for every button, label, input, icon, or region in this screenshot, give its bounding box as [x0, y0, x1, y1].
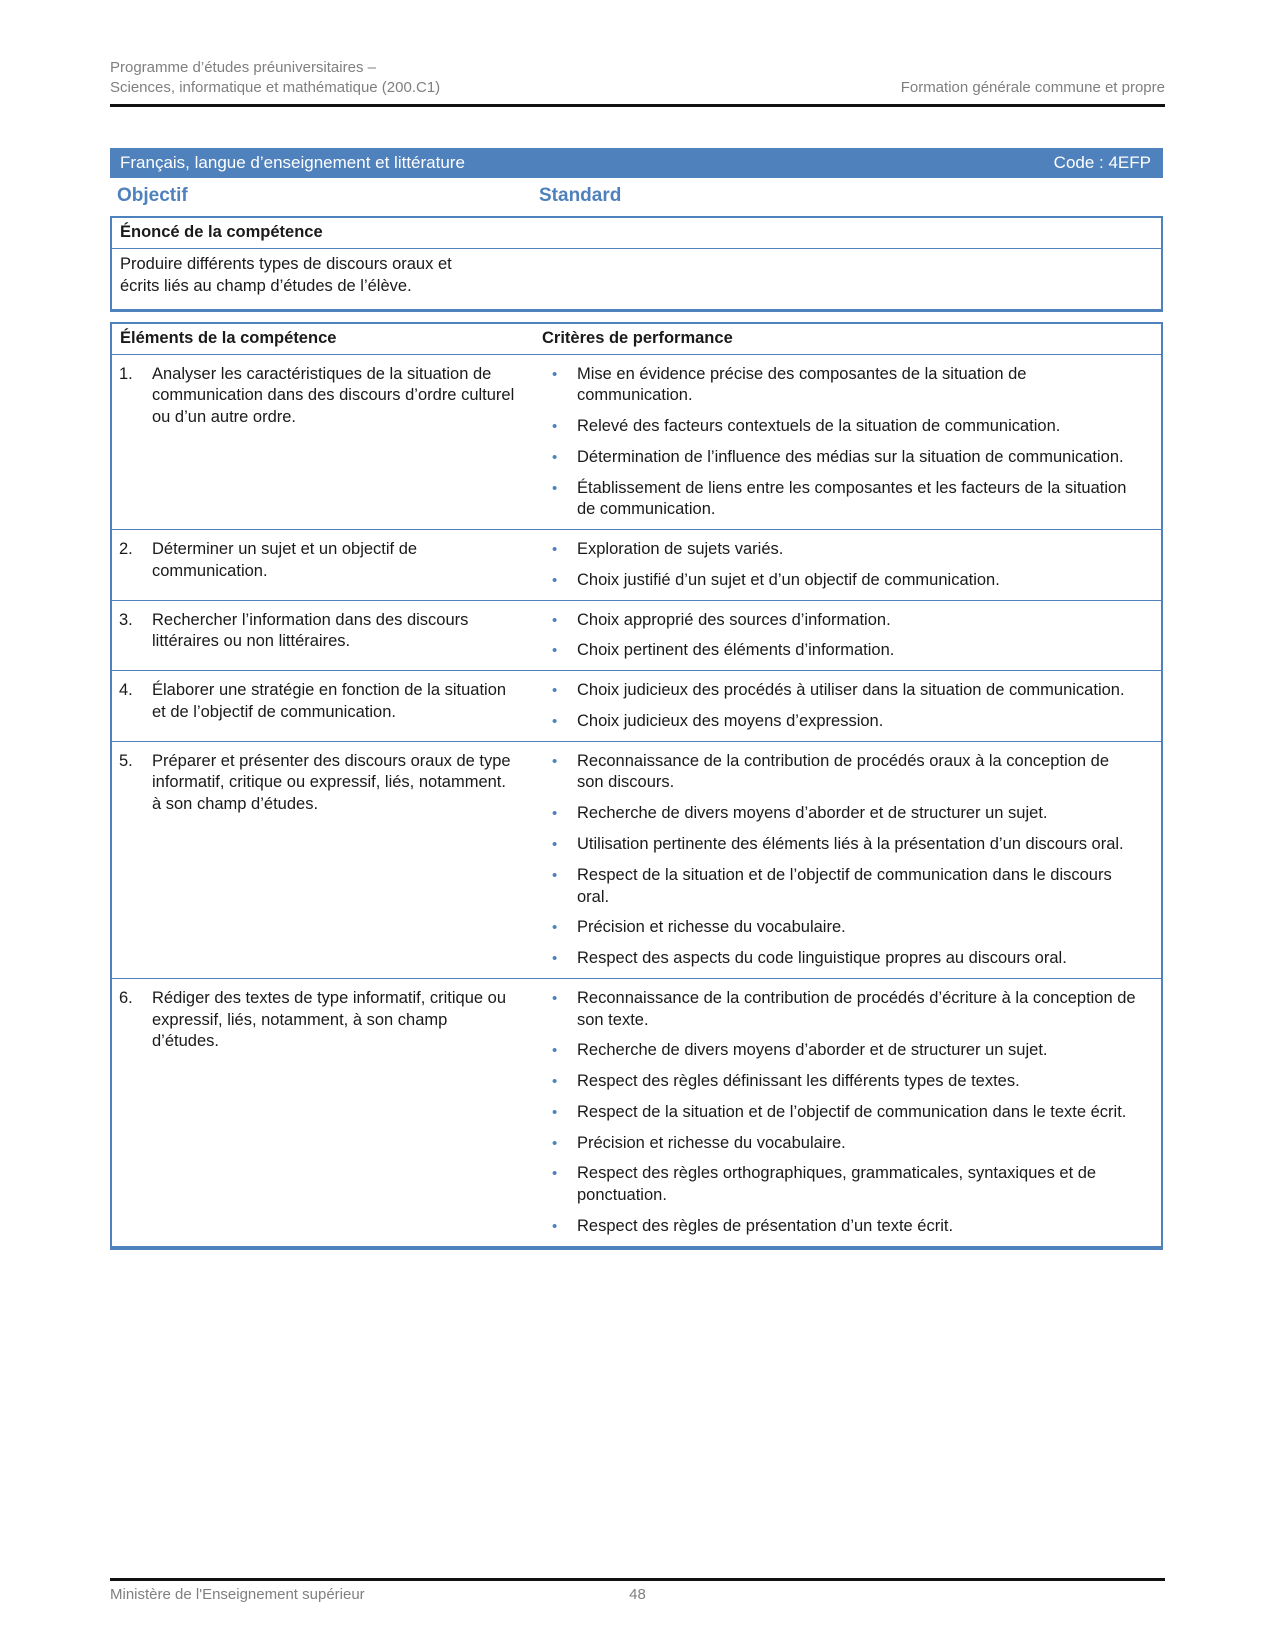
criteria-item: [534, 539, 1161, 561]
criteria-text: Respect des règles de présentation d’un texte écrit.: [577, 1216, 954, 1235]
bullet-icon: •: [552, 682, 558, 700]
bullet-icon: •: [552, 571, 558, 589]
bullet-icon: •: [552, 712, 558, 730]
element-number: 3.: [119, 610, 133, 629]
section-subheads: [110, 185, 1163, 207]
criteria-text: Relevé des facteurs contextuels de la situation de communication.: [577, 417, 1061, 436]
footer-ministry-label: Ministère de l'Enseignement supérieur: [110, 1586, 365, 1603]
criteria-item: [534, 917, 1161, 939]
element-text: Analyser les caractéristiques de la situation de communication dans des discours d’ordre culturel ou d’un autre ordre.: [152, 364, 515, 427]
criteria-text: Respect des règles définissant les différents types de textes.: [577, 1072, 1020, 1091]
criteria-text: Établissement de liens entre les composantes et les facteurs de la situation de communication.: [577, 478, 1127, 519]
course-title: Français, langue d’enseignement et littérature: [120, 153, 465, 172]
criteria-item: [534, 1040, 1161, 1062]
bullet-icon: •: [552, 541, 558, 559]
criteria-text: Respect des aspects du code linguistique propres au discours oral.: [577, 949, 1067, 968]
element-text: Préparer et présenter des discours oraux de type informatif, critique ou expressif, liés, notamment. à son champ d’études.: [152, 751, 511, 814]
criteria-text: Choix pertinent des éléments d’information.: [577, 641, 895, 660]
competence-row: [112, 741, 1161, 978]
objectif-heading: Objectif: [117, 185, 188, 206]
criteria-text: Mise en évidence précise des composantes de la situation de communication.: [577, 364, 1027, 405]
criteria-item: [534, 1102, 1161, 1124]
competence-table: [110, 322, 1163, 1250]
criteria-text: Choix justifié d’un sujet et d’un objectif de communication.: [577, 570, 1000, 589]
competence-table-header: [112, 324, 1161, 355]
criteria-item: [534, 711, 1161, 733]
criteria-text: Détermination de l’influence des médias sur la situation de communication.: [577, 447, 1124, 466]
bullet-icon: •: [552, 1073, 558, 1091]
criteria-text: Précision et richesse du vocabulaire.: [577, 918, 846, 937]
criteria-cell: [534, 742, 1161, 978]
criteria-text: Utilisation pertinente des éléments liés à la présentation d’un discours oral.: [577, 835, 1124, 854]
criteria-item: [534, 1071, 1161, 1093]
element-cell: [112, 979, 534, 1246]
element-number: 4.: [119, 681, 133, 700]
course-banner: [110, 148, 1163, 178]
criteria-cell: [534, 671, 1161, 741]
criteria-text: Respect de la situation et de l’objectif de communication dans le texte écrit.: [577, 1102, 1127, 1121]
criteria-text: Reconnaissance de la contribution de procédés d’écriture à la conception de son texte.: [577, 988, 1136, 1029]
element-text: Rédiger des textes de type informatif, critique ou expressif, liés, notamment, à son champ d’études.: [152, 988, 507, 1051]
element-number: 6.: [119, 988, 133, 1007]
criteria-item: [534, 988, 1161, 1032]
bullet-icon: •: [552, 866, 558, 884]
criteria-cell: [534, 355, 1161, 530]
criteria-item: [534, 948, 1161, 970]
bullet-icon: •: [552, 752, 558, 770]
criteria-text: Respect des règles orthographiques, grammaticales, syntaxiques et de ponctuation.: [577, 1164, 1097, 1205]
competence-row: [112, 600, 1161, 671]
bullet-icon: •: [552, 1165, 558, 1183]
competence-rows: [112, 355, 1161, 1246]
bullet-icon: •: [552, 1042, 558, 1060]
criteria-text: Précision et richesse du vocabulaire.: [577, 1133, 846, 1152]
criteria-text: Exploration de sujets variés.: [577, 540, 784, 559]
criteria-cell: [534, 979, 1161, 1246]
running-header: [110, 58, 1165, 107]
element-cell: [112, 355, 534, 530]
criteria-item: [534, 447, 1161, 469]
page-number: 48: [629, 1586, 646, 1603]
bullet-icon: •: [552, 989, 558, 1007]
criteria-item: [534, 640, 1161, 662]
criteria-item: [534, 1216, 1161, 1238]
element-cell: [112, 742, 534, 978]
criteria-text: Choix judicieux des procédés à utiliser dans la situation de communication.: [577, 681, 1125, 700]
criteria-item: [534, 680, 1161, 702]
criteria-item: [534, 751, 1161, 795]
element-text: Rechercher l’information dans des discours littéraires ou non littéraires.: [152, 610, 469, 651]
bullet-icon: •: [552, 448, 558, 466]
bullet-icon: •: [552, 805, 558, 823]
criteria-text: Choix approprié des sources d’information.: [577, 610, 891, 629]
page-content: [110, 148, 1163, 1250]
competence-row: [112, 355, 1161, 530]
bullet-icon: •: [552, 836, 558, 854]
enonce-box: [110, 216, 1163, 312]
bullet-icon: •: [552, 1103, 558, 1121]
criteria-item: [534, 803, 1161, 825]
element-number: 5.: [119, 751, 133, 770]
element-text: Déterminer un sujet et un objectif de communication.: [152, 540, 418, 580]
running-footer: [110, 1578, 1165, 1603]
bullet-icon: •: [552, 418, 558, 436]
enonce-body: Produire différents types de discours oraux et écrits liés au champ d’études de l’élève.: [120, 255, 452, 295]
bullet-icon: •: [552, 1217, 558, 1235]
criteria-text: Choix judicieux des moyens d’expression.: [577, 711, 884, 730]
bullet-icon: •: [552, 365, 558, 383]
element-cell: [112, 601, 534, 671]
element-cell: [112, 530, 534, 600]
criteria-text: Reconnaissance de la contribution de procédés oraux à la conception de son discours.: [577, 751, 1110, 792]
header-line-2: Sciences, informatique et mathématique (200.C1): [110, 78, 441, 96]
criteria-cell: [534, 530, 1161, 600]
bullet-icon: •: [552, 1134, 558, 1152]
criteria-item: [534, 1133, 1161, 1155]
criteria-item: [534, 364, 1161, 408]
standard-heading: Standard: [539, 185, 622, 206]
criteria-text: Recherche de divers moyens d’aborder et de structurer un sujet.: [577, 804, 1048, 823]
bullet-icon: •: [552, 611, 558, 629]
criteria-item: [534, 865, 1161, 909]
competence-row: [112, 670, 1161, 741]
criteria-cell: [534, 601, 1161, 671]
header-program-title: [110, 58, 440, 98]
criteres-column-header: Critères de performance: [542, 328, 733, 347]
element-number: 1.: [119, 364, 133, 383]
bullet-icon: •: [552, 479, 558, 497]
bullet-icon: •: [552, 919, 558, 937]
element-text: Élaborer une stratégie en fonction de la situation et de l’objectif de communication.: [152, 681, 507, 721]
criteria-item: [534, 834, 1161, 856]
competence-row: [112, 978, 1161, 1246]
bullet-icon: •: [552, 642, 558, 660]
header-right-label: Formation générale commune et propre: [900, 78, 1165, 96]
element-number: 2.: [119, 540, 133, 559]
enonce-title: Énoncé de la compétence: [112, 218, 1161, 249]
bullet-icon: •: [552, 950, 558, 968]
competence-row: [112, 529, 1161, 600]
criteria-text: Recherche de divers moyens d’aborder et de structurer un sujet.: [577, 1041, 1048, 1060]
criteria-item: [534, 570, 1161, 592]
header-line-1: Programme d’études préuniversitaires –: [110, 59, 376, 76]
criteria-item: [534, 478, 1161, 522]
criteria-text: Respect de la situation et de l’objectif de communication dans le discours oral.: [577, 865, 1112, 906]
criteria-item: [534, 416, 1161, 438]
element-cell: [112, 671, 534, 741]
criteria-item: [534, 1163, 1161, 1207]
course-code: Code : 4EFP: [1053, 153, 1151, 172]
elements-column-header: Éléments de la compétence: [120, 328, 337, 347]
criteria-item: [534, 610, 1161, 632]
